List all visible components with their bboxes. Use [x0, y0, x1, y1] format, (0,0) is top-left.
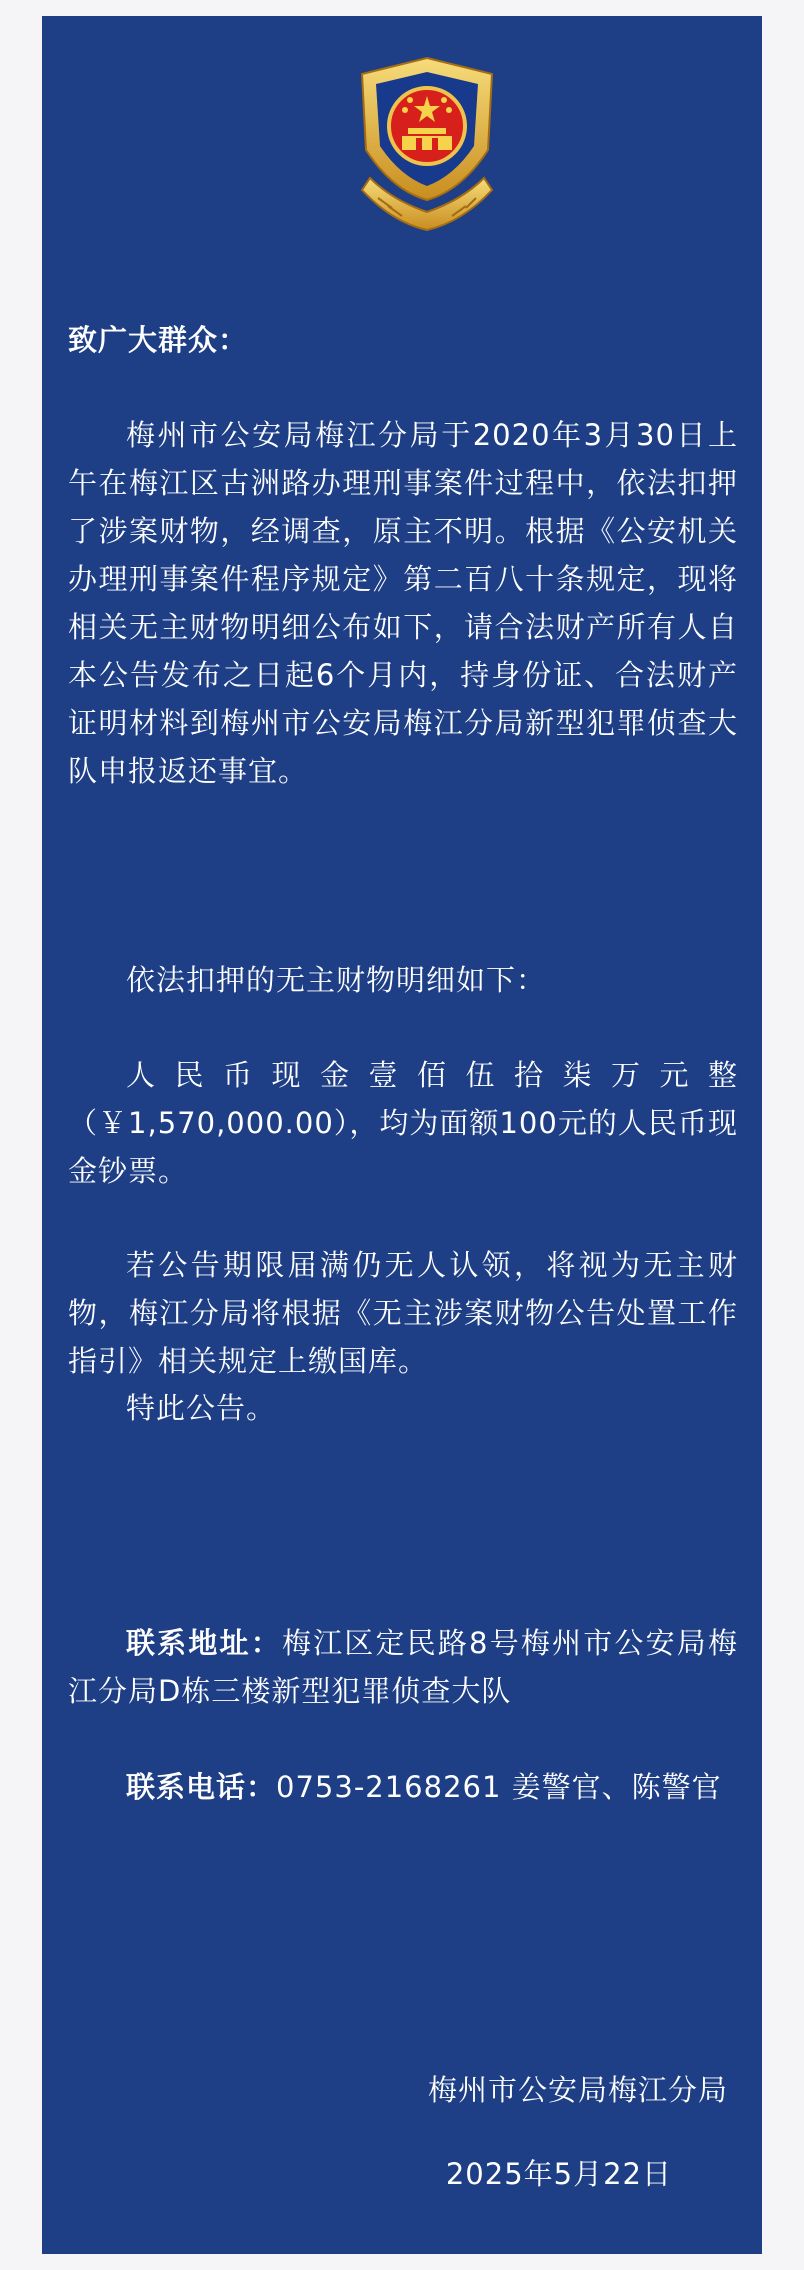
- signature-date: 2025年5月22日: [445, 2157, 672, 2191]
- notice-paragraph-cash-detail: 人民币现金壹佰伍拾柒万元整（￥1,570,000.00），均为面额100元的人民币现金钞票。: [68, 1058, 738, 1188]
- contact-phone-value: 0753-2168261 姜警官、陈警官: [276, 1770, 722, 1804]
- contact-address-label: 联系地址：: [126, 1626, 282, 1660]
- notice-paragraph-intro: 梅州市公安局梅江分局于2020年3月30日上午在梅江区古洲路办理刑事案件过程中，依法扣押了涉案财物，经调查，原主不明。根据《公安机关办理刑事案件程序规定》第二百八十条规定，现将相关无主财物明细公布如下，请合法财产所有人自本公告发布之日起6个月内，持身份证、合法财产证明材料到梅州市公安局梅江分局新型犯罪侦查大队申报返还事宜。: [68, 418, 738, 788]
- notice-paragraph-items-heading: 依法扣押的无主财物明细如下：: [126, 963, 547, 997]
- contact-address-value: 梅江区定民路8号梅州市公安局梅江分局D栋三楼新型犯罪侦查大队: [68, 1626, 738, 1708]
- contact-address: [68, 1619, 738, 1715]
- contact-phone-label: 联系电话：: [126, 1770, 277, 1804]
- notice-paragraph-closing: 特此公告。: [126, 1391, 277, 1425]
- notice-paragraph-expiry: 若公告期限届满仍无人认领，将视为无主财物，梅江分局将根据《无主涉案财物公告处置工作指引》相关规定上缴国库。: [68, 1248, 738, 1378]
- police-emblem-icon: [342, 50, 512, 236]
- salutation: 致广大群众：: [68, 323, 249, 357]
- signature-organization: 梅州市公安局梅江分局: [427, 2073, 728, 2107]
- notice-panel: [42, 16, 762, 2254]
- contact-phone: [68, 1763, 738, 1811]
